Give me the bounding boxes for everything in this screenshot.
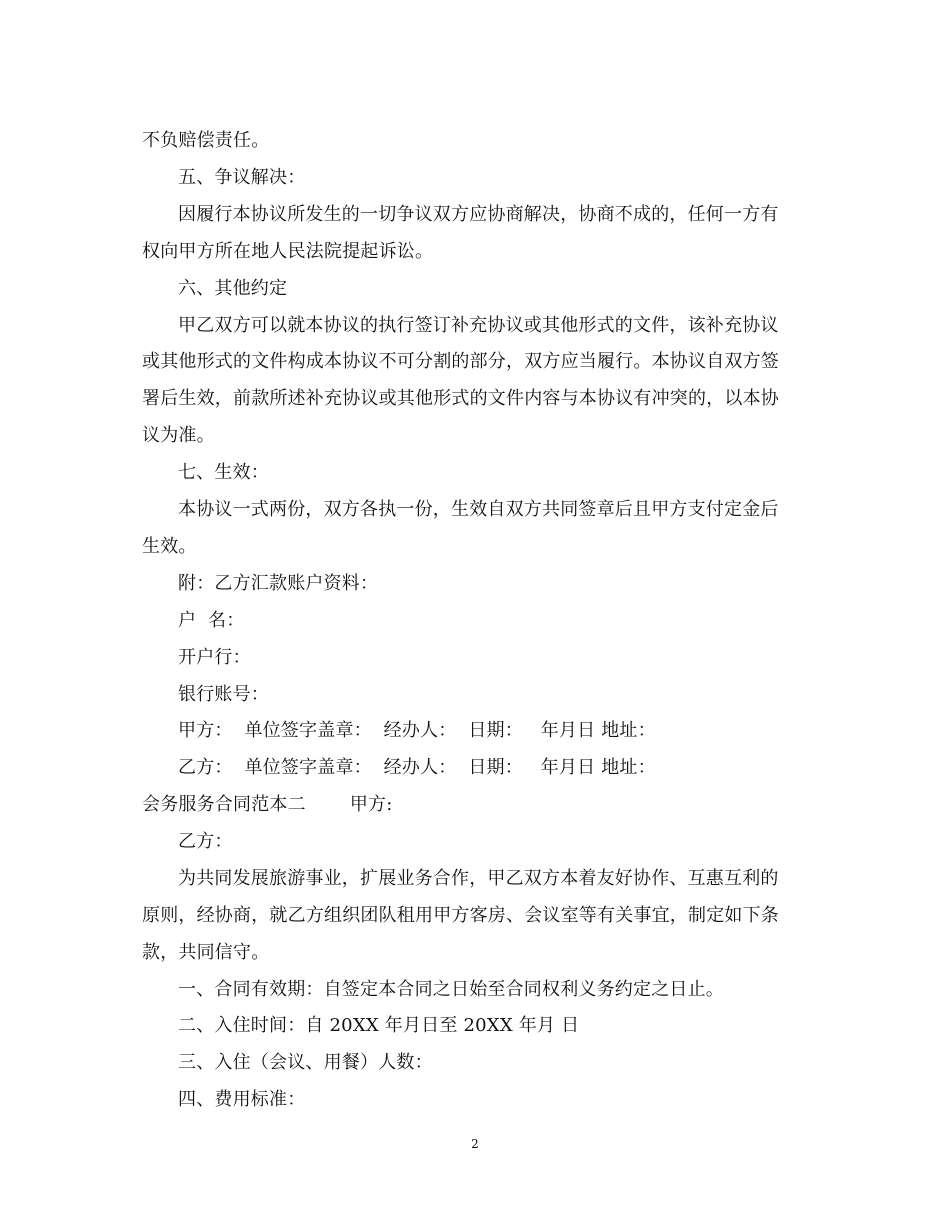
party-a-label: 甲方: [349,794,393,815]
contract-title: 会务服务合同范本二 [142,794,306,815]
contract-title-line [142,793,812,817]
paragraph-line: 署后生效，前款所述补充协议或其他形式的文件内容与本协议有冲突的，以本协 [142,388,779,409]
account-name-field: 户 名： [178,610,245,631]
paragraph-line: 生效。 [142,536,197,557]
account-number-field: 银行账号： [178,684,269,705]
party-b-label: 乙方： [178,831,233,852]
clause-validity: 一、合同有效期：自签定本合同之日始至合同权利义务约定之日止。 [178,979,724,1000]
paragraph-line: 不负赔偿责任。 [142,130,270,151]
clause-checkin-time: 二、入住时间：自 20XX 年月日至 20XX 年月 日 [178,1015,580,1036]
section-heading-other: 六、其他约定 [178,278,288,299]
paragraph-line: 议为准。 [142,425,215,446]
appendix-heading: 附：乙方汇款账户资料： [178,573,379,594]
clause-headcount: 三、入住（会议、用餐）人数： [178,1052,433,1073]
paragraph-line: 为共同发展旅游事业，扩展业务合作，甲乙双方本着友好协作、互惠互利的 [178,868,779,889]
paragraph-line: 本协议一式两份，双方各执一份，生效自双方共同签章后且甲方支付定金后 [178,499,779,520]
paragraph-line: 权向甲方所在地人民法院提起诉讼。 [142,241,434,262]
paragraph-line: 甲乙双方可以就本协议的执行签订补充协议或其他形式的文件，该补充协议 [178,315,779,336]
section-heading-effect: 七、生效： [178,462,269,483]
page-number: 2 [471,1137,479,1151]
paragraph-line: 原则，经协商，就乙方组织团队租用甲方客房、会议室等有关事宜，制定如下条 [142,905,779,926]
party-a-signature-line: 甲方： 单位签字盖章： 经办人： 日期： 年月日 地址： [178,720,656,741]
paragraph-line: 因履行本协议所发生的一切争议双方应协商解决，协商不成的，任何一方有 [178,204,779,225]
paragraph-line: 款，共同信守。 [142,942,270,963]
paragraph-line: 或其他形式的文件构成本协议不可分割的部分，双方应当履行。本协议自双方签 [142,351,779,372]
bank-field: 开户行： [178,647,251,668]
party-b-signature-line: 乙方： 单位签字盖章： 经办人： 日期： 年月日 地址： [178,757,656,778]
section-heading-dispute: 五、争议解决： [178,167,306,188]
clause-fee-standard: 四、费用标准： [178,1089,306,1110]
